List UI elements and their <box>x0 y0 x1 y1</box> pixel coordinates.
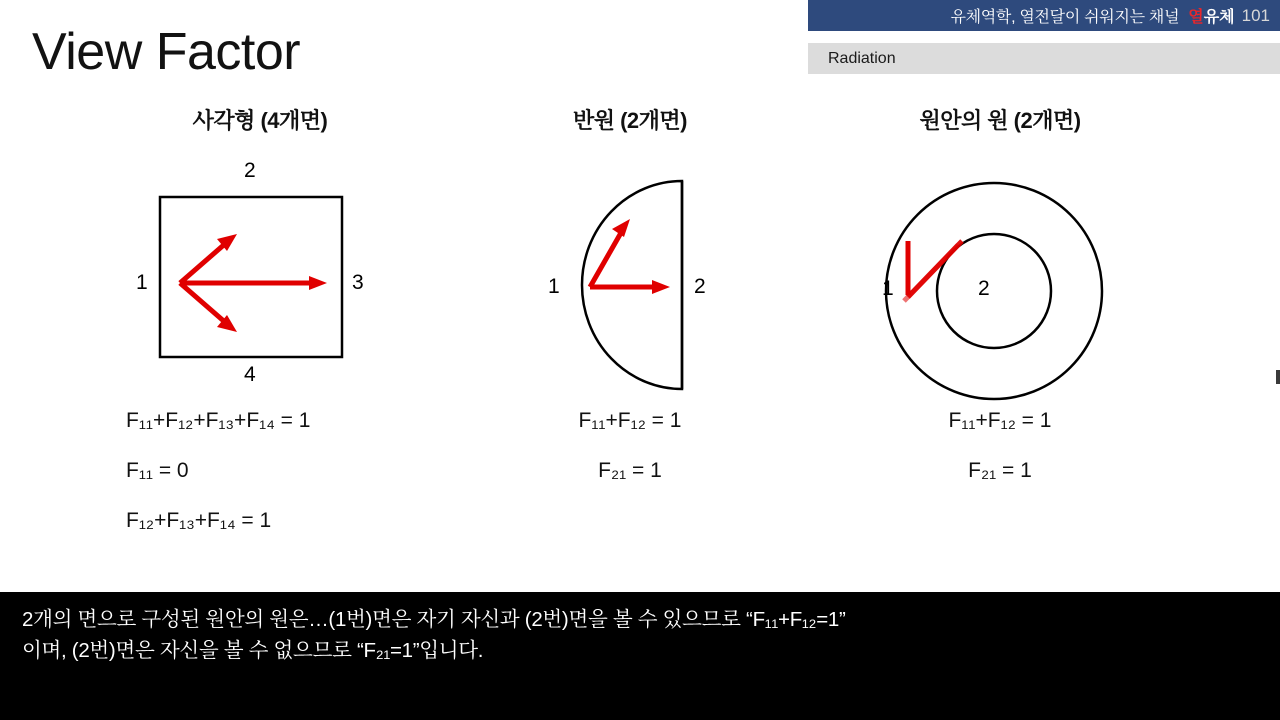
equation-list-half-circle <box>470 409 790 483</box>
equation-list-circle-in-circle <box>830 409 1170 483</box>
brand-white-label: 유체 <box>1203 9 1235 26</box>
equation-item: F₁₁+F₁₂ = 1 <box>578 409 682 432</box>
figure-title-circle-in-circle: 원안의 원 (2개면) <box>919 108 1081 133</box>
figure-canvas-square <box>90 135 430 405</box>
half-circle-label-2: 2 <box>694 275 706 298</box>
equation-item: F₁₁+F₁₂ = 1 <box>948 409 1052 432</box>
section-subtitle-label: Radiation <box>828 49 896 67</box>
figure-group-half-circle <box>470 104 790 509</box>
half-circle-diagram-svg <box>470 135 790 405</box>
section-subtitle-bar <box>808 43 1280 74</box>
square-diagram-svg <box>90 135 430 405</box>
equation-item: F₁₁ = 0 <box>126 459 189 482</box>
figure-group-square <box>90 104 430 559</box>
figure-canvas-half-circle <box>470 135 790 405</box>
equation-item: F₁₁+F₁₂+F₁₃+F₁₄ = 1 <box>126 409 311 432</box>
circle-in-circle-diagram-svg <box>830 135 1170 405</box>
brand-red-label: 열 <box>1188 9 1204 26</box>
brand-number-label: 101 <box>1241 5 1270 25</box>
figure-group-circle-in-circle <box>830 104 1170 509</box>
figure-title-square: 사각형 (4개면) <box>192 108 328 133</box>
page-title: View Factor <box>32 23 301 81</box>
square-label-2: 2 <box>244 159 256 182</box>
scroll-indicator <box>1276 370 1280 384</box>
equation-list-square <box>90 409 430 533</box>
square-label-1: 1 <box>136 271 148 294</box>
figure-canvas-circle-in-circle <box>830 135 1170 405</box>
caption-line-1: 2개의 면으로 구성된 원안의 원은…(1번)면은 자기 자신과 (2번)면을 볼 수 있으므로 “F₁₁+F₁₂=1” <box>22 608 846 631</box>
square-label-3: 3 <box>352 271 364 294</box>
equation-item: F₁₂+F₁₃+F₁₄ = 1 <box>126 509 272 532</box>
circle-label-1: 1 <box>882 277 894 300</box>
channel-header-bar <box>808 0 1280 31</box>
equation-item: F₂₁ = 1 <box>968 459 1032 482</box>
half-circle-label-1: 1 <box>548 275 560 298</box>
subtitle-caption <box>0 592 1280 720</box>
equation-item: F₂₁ = 1 <box>598 459 662 482</box>
circle-label-2: 2 <box>978 277 990 300</box>
square-label-4: 4 <box>244 363 256 386</box>
caption-line-2: 이며, (2번)면은 자신을 볼 수 없으므로 “F₂₁=1”입니다. <box>22 639 484 662</box>
channel-name-label: 유체역학, 열전달이 쉬워지는 채널 <box>950 9 1180 26</box>
figure-title-half-circle: 반원 (2개면) <box>572 108 687 133</box>
